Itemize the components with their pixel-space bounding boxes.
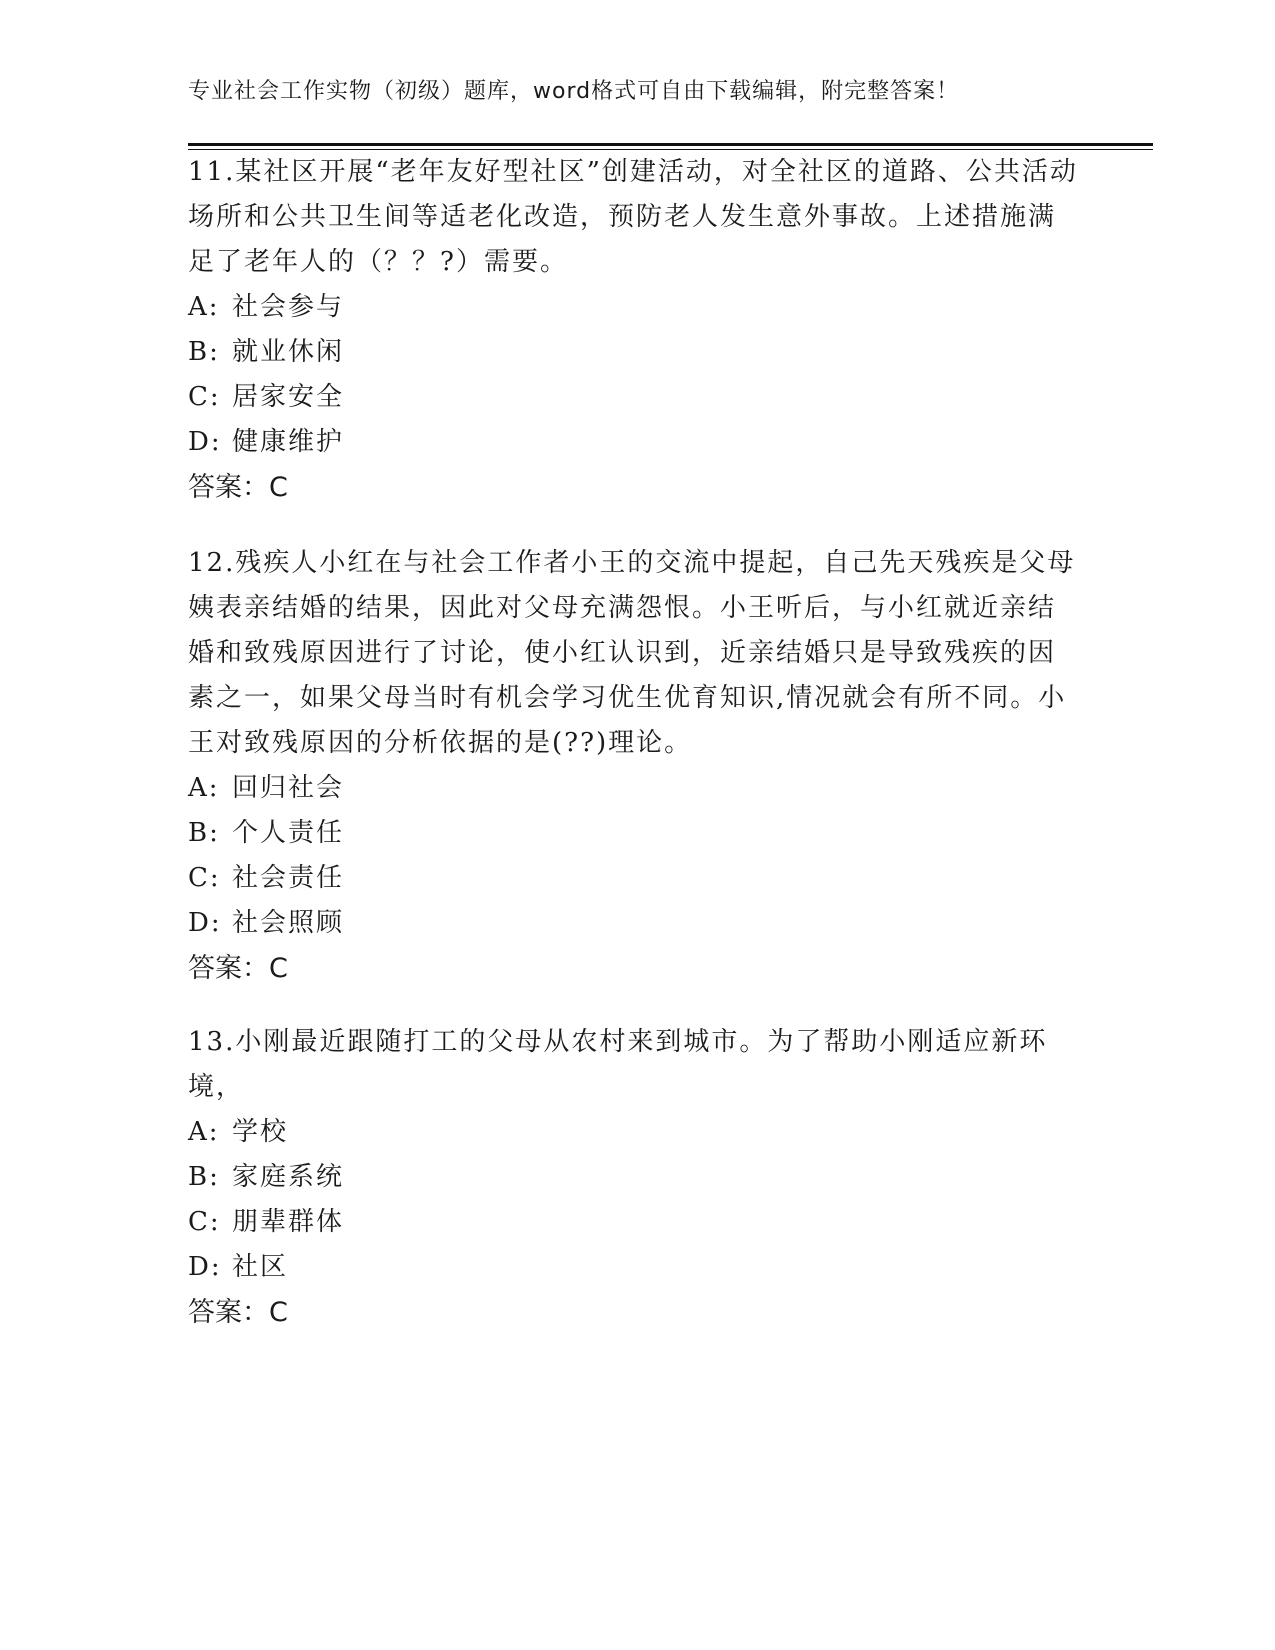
option-c xyxy=(188,856,1078,901)
option-text: 家庭系统 xyxy=(232,1162,345,1192)
option-text: 社会照顾 xyxy=(232,908,345,938)
option-a xyxy=(188,285,1078,330)
option-d xyxy=(188,1245,1078,1290)
option-letter: C: xyxy=(188,863,221,893)
question-stem: 12.残疾人小红在与社会工作者小王的交流中提起，自己先天残疾是父母姨表亲结婚的结果，因此对父母充满怨恨。小王听后，与小红就近亲结婚和致残原因进行了讨论，使小红认识到，近亲结婚只是导致残疾的因素之一，如果父母当时有机会学习优生优育知识,情况就会有所不同。小王对致残原因的分析依据的是(??)理论。 xyxy=(188,548,1076,758)
option-text: 社区 xyxy=(232,1252,289,1282)
option-b xyxy=(188,1155,1078,1200)
question-13 xyxy=(188,1020,1078,1335)
option-letter: A: xyxy=(188,1117,220,1147)
answer-line: 答案：C xyxy=(188,953,288,984)
option-letter: D: xyxy=(188,908,222,938)
option-text: 回归社会 xyxy=(232,773,345,803)
answer-line: 答案：C xyxy=(188,472,288,503)
option-b xyxy=(188,811,1078,856)
option-b xyxy=(188,330,1078,375)
option-letter: B: xyxy=(188,1162,220,1192)
page-header: 专业社会工作实物（初级）题库，word格式可自由下载编辑，附完整答案！ xyxy=(188,79,960,104)
answer-line: 答案：C xyxy=(188,1297,288,1328)
option-letter: B: xyxy=(188,337,220,367)
option-letter: D: xyxy=(188,427,222,457)
option-c xyxy=(188,375,1078,420)
option-c xyxy=(188,1200,1078,1245)
option-a xyxy=(188,766,1078,811)
option-d xyxy=(188,901,1078,946)
option-text: 居家安全 xyxy=(232,382,345,412)
question-11 xyxy=(188,150,1078,510)
option-text: 健康维护 xyxy=(232,427,345,457)
option-letter: C: xyxy=(188,1207,221,1237)
header-rule-thick xyxy=(188,143,1153,146)
option-letter: B: xyxy=(188,818,220,848)
option-letter: C: xyxy=(188,382,221,412)
option-text: 学校 xyxy=(232,1117,289,1147)
option-letter: A: xyxy=(188,773,220,803)
option-text: 个人责任 xyxy=(232,818,345,848)
option-text: 社会参与 xyxy=(232,292,345,322)
option-d xyxy=(188,420,1078,465)
option-letter: A: xyxy=(188,292,220,322)
option-text: 就业休闲 xyxy=(232,337,345,367)
option-a xyxy=(188,1110,1078,1155)
question-stem: 11.某社区开展“老年友好型社区”创建活动，对全社区的道路、公共活动场所和公共卫生间等适老化改造，预防老人发生意外事故。上述措施满足了老年人的（？？?）需要。 xyxy=(188,157,1078,277)
option-text: 社会责任 xyxy=(232,863,345,893)
option-text: 朋辈群体 xyxy=(232,1207,345,1237)
question-stem: 13.小刚最近跟随打工的父母从农村来到城市。为了帮助小刚适应新环境， xyxy=(188,1027,1048,1102)
question-12 xyxy=(188,541,1078,991)
option-letter: D: xyxy=(188,1252,222,1282)
